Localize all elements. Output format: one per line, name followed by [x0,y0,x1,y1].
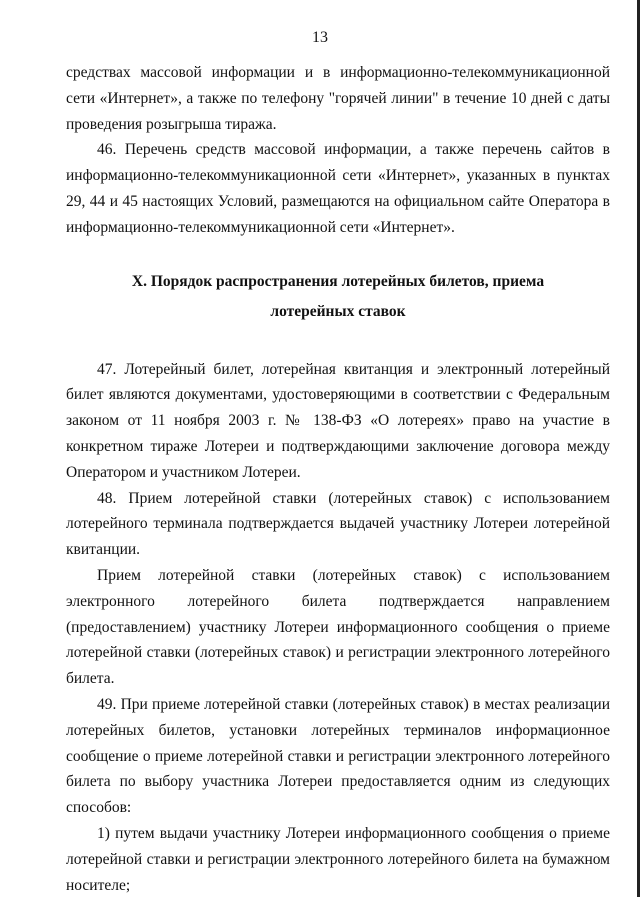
section-heading-line-2: лотерейных ставок [270,302,406,320]
paragraph-47: 47. Лотерейный билет, лотерейная квитанция и электронный лотерейный билет являются документами, удостоверяющими в соответствии с Федеральным законом от 11 ноября 2003 г. № 138-ФЗ «О лотереях» право на участие в конкретном тираже Лотереи и подтверждающими заключение договора между Оператором и участником Лотереи. [66,360,610,481]
paragraph-46: 46. Перечень средств массовой информации, а также перечень сайтов в информационно-телекоммуникационной сети «Интернет», указанных в пунктах 29, 44 и 45 настоящих Условий, размещаются на официальном сайте Оператора в информационно-телекоммуникационной сети «Интернет». [66,141,610,236]
paragraph-49: 49. При приеме лотерейной ставки (лотерейных ставок) в местах реализации лотерейных билетов, установки лотерейных терминалов информационное сообщение о приеме лотерейной ставки и регистрации электронного лотерейного билета по выбору участника Лотереи предоставляется одним из следующих способов: [66,695,610,817]
paragraph-48-continued: Прием лотерейной ставки (лотерейных ставок) с использованием электронного лотерейного билета подтверждается направлением (предоставлением) участнику Лотереи информационного сообщения о приеме лотерейной ставки (лотерейных ставок) и регистрации электронного лотерейного билета. [66,566,610,688]
document-body [66,60,610,898]
paragraph-continuation: средствах массовой информации и в информационно-телекоммуникационной сети «Интернет», а также по телефону "горячей линии" в течение 10 дней с даты проведения розыгрыша тиража. [66,64,610,133]
paragraph-49-item-1: 1) путем выдачи участнику Лотереи информационного сообщения о приеме лотерейной ставки и регистрации электронного лотерейного билета на бумажном носителе; [66,824,610,894]
section-heading-line-1: X. Порядок распространения лотерейных билетов, приема [131,272,545,290]
page-number: 13 [312,29,328,46]
paragraph-48: 48. Прием лотерейной ставки (лотерейных ставок) с использованием лотерейного терминала подтверждается выдачей участнику Лотереи лотерейной квитанции. [66,489,610,559]
section-heading [66,267,610,327]
